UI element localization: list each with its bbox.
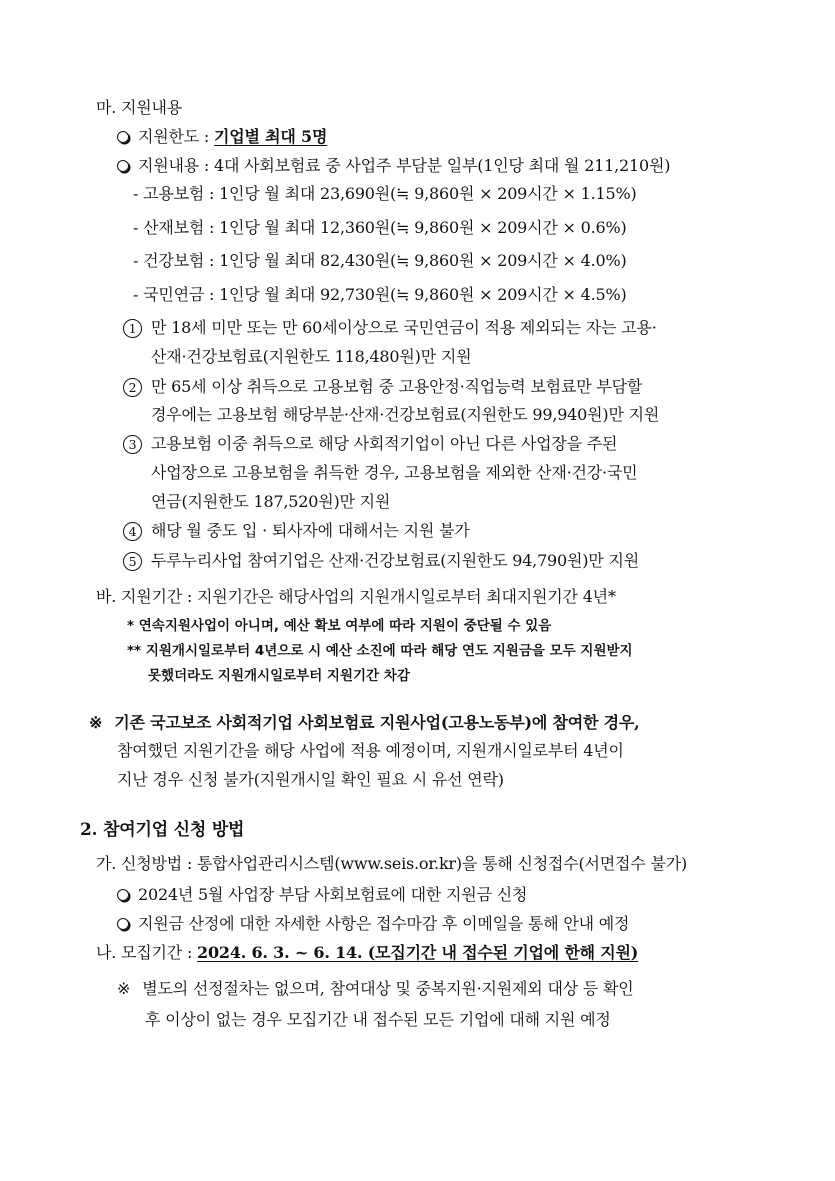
recruitment-period: 나. 모집기간 : 2024. 6. 3. ~ 6. 14. (모집기간 내 접수된 기업에 한해 지원): [96, 943, 639, 962]
note-item-3: 3 고용보험 이중 취득으로 해당 사회적기업이 아닌 다른 사업장을 주된: [123, 434, 617, 454]
notice-line-1: ※ 기존 국고보조 사회적기업 사회보험료 지원사업(고용노동부)에 참여한 경우,: [89, 713, 640, 732]
note-item-2-cont: 경우에는 고용보험 해당부분·산재·건강보험료(지원한도 99,940원)만 지원: [151, 405, 660, 424]
support-content-line: 지원내용 : 4대 사회보험료 중 사업주 부담분 일부(1인당 최대 월 211,210원): [117, 156, 670, 176]
support-limit-line: 지원한도 : 기업별 최대 5명: [117, 127, 327, 147]
footnote-2: ** 지원개시일로부터 4년으로 시 예산 소진에 따라 해당 연도 지원금을 모두 지원받지: [127, 643, 633, 659]
notice-line-2: 참여했던 지원기간을 해당 사업에 적용 예정이며, 지원개시일로부터 4년이: [117, 741, 624, 760]
support-limit-value: 기업별 최대 5명: [214, 127, 328, 146]
circle-bullet-icon: [117, 131, 129, 143]
circle-bullet-icon: [117, 160, 129, 172]
section-ba-heading: 바. 지원기간 : 지원기간은 해당사업의 지원개시일로부터 최대지원기간 4년*: [96, 587, 616, 606]
insurance-pension: - 국민연금 : 1인당 월 최대 92,730원(≒ 9,860원 × 209시간 × 4.5%): [133, 285, 627, 304]
insurance-health: - 건강보험 : 1인당 월 최대 82,430원(≒ 9,860원 × 209시간 × 4.0%): [133, 251, 627, 270]
footnote-2-cont: 못했더라도 지원개시일로부터 지원기간 차감: [148, 668, 410, 684]
reference-mark: ※: [117, 979, 131, 998]
circle-bullet-icon: [117, 918, 129, 930]
circled-number: 4: [123, 522, 142, 541]
application-bullet-1: 2024년 5월 사업장 부담 사회보험료에 대한 지원금 신청: [117, 885, 527, 905]
application-bullet-2: 지원금 산정에 대한 자세한 사항은 접수마감 후 이메일을 통해 안내 예정: [117, 914, 629, 934]
circle-bullet-icon: [117, 889, 129, 901]
note-item-3-cont: 사업장으로 고용보험을 취득한 경우, 고용보험을 제외한 산재·건강·국민: [151, 463, 638, 482]
application-method: 가. 신청방법 : 통합사업관리시스템(www.seis.or.kr)을 통해 신청접수(서면접수 불가): [96, 854, 687, 873]
reference-mark: ※: [89, 713, 103, 732]
note-item-3-cont2: 연금(지원한도 187,520원)만 지원: [151, 492, 391, 511]
section-2-heading: 2. 참여기업 신청 방법: [80, 820, 245, 840]
insurance-employment: - 고용보험 : 1인당 월 최대 23,690원(≒ 9,860원 × 209시간 × 1.15%): [133, 184, 637, 203]
circled-number: 3: [123, 435, 142, 454]
recruitment-period-value: 2024. 6. 3. ~ 6. 14. (모집기간 내 접수된 기업에 한해 지원): [197, 943, 639, 962]
note-item-4: 4 해당 월 중도 입 · 퇴사자에 대해서는 지원 불가: [123, 521, 470, 541]
footnote-1: * 연속지원사업이 아니며, 예산 확보 여부에 따라 지원이 중단될 수 있음: [127, 618, 552, 634]
note-item-2: 2 만 65세 이상 취득으로 고용보험 중 고용안정·직업능력 보험료만 부담할: [123, 377, 642, 397]
note-item-1: 1 만 18세 미만 또는 만 60세이상으로 국민연금이 적용 제외되는 자는 고용·: [123, 318, 657, 338]
notice-line-3: 지난 경우 신청 불가(지원개시일 확인 필요 시 유선 연락): [117, 770, 504, 789]
selection-note-line-1: ※ 별도의 선정절차는 없으며, 참여대상 및 중복지원·지원제외 대상 등 확인: [117, 979, 634, 998]
note-item-1-cont: 산재·건강보험료(지원한도 118,480원)만 지원: [151, 347, 472, 366]
circled-number: 5: [123, 552, 142, 571]
insurance-industrial-accident: - 산재보험 : 1인당 월 최대 12,360원(≒ 9,860원 × 209시간 × 0.6%): [133, 218, 627, 237]
circled-number: 2: [123, 378, 142, 397]
circled-number: 1: [123, 319, 142, 338]
note-item-5: 5 두루누리사업 참여기업은 산재·건강보험료(지원한도 94,790원)만 지원: [123, 551, 639, 571]
section-ma-heading: 마. 지원내용: [96, 98, 183, 117]
selection-note-line-2: 후 이상이 없는 경우 모집기간 내 접수된 모든 기업에 대해 지원 예정: [145, 1010, 611, 1029]
